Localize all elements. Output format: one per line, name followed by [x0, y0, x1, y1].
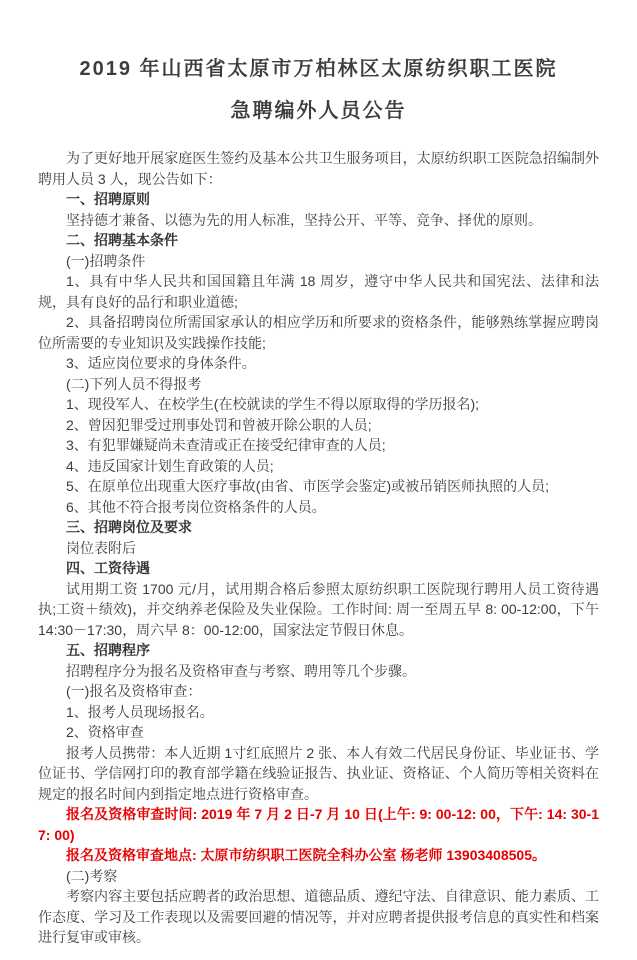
materials-paragraph: 报考人员携带：本人近期 1寸红底照片 2 张、本人有效二代居民身份证、毕业证书、学位证书、学信网打印的教育部学籍在线验证报告、执业证、资格证、个人简历等相关资料在规定的报名时间内到指定地点进行资格审查。: [38, 744, 599, 802]
page-title: [38, 48, 599, 132]
procedure-sub1-heading: (一)报名及资格审查：: [66, 683, 202, 699]
inspection-paragraph: 考察内容主要包括应聘者的政治思想、道德品质、遵纪守法、自律意识、能力素质、工作态度、学习及工作表现以及需要回避的情况等，并对应聘者提供报考信息的真实性和档案进行复审或审核。: [38, 888, 599, 945]
registration-time-highlight: 报名及资格审查时间: 2019 年 7 月 2 日-7 月 10 日(上午: 9: 00-12: 00，下午: 14: 30-17: 00): [38, 806, 599, 843]
exclusion-item-6: 6、其他不符合报考岗位资格条件的人员。: [66, 498, 326, 515]
section-2-heading: 二、招聘基本条件: [66, 232, 178, 248]
intro-paragraph: 为了更好地开展家庭医生签约及基本公共卫生服务项目，太原纺织职工医院急招编制外聘用人员 3 人，现公告如下：: [38, 150, 599, 187]
exclusion-item-5: 5、在原单位出现重大医疗事故(由省、市医学会鉴定)或被吊销医师执照的人员;: [66, 478, 549, 494]
condition-item-2: 2、具备招聘岗位所需国家承认的相应学历和所要求的资格条件，能够熟练掌握应聘岗位所需要的专业知识及实践操作技能;: [38, 314, 599, 351]
page-title-line2: 急聘编外人员公告: [230, 100, 407, 122]
procedure-step-2: 2、资格审查: [66, 724, 144, 740]
section-3-heading: 三、招聘岗位及要求: [66, 519, 192, 535]
procedure-step-1: 1、报考人员现场报名。: [66, 703, 214, 720]
section-1-text: 坚持德才兼备、以德为先的用人标准，坚持公开、平等、竞争、择优的原则。: [66, 211, 542, 228]
announcement-body: [38, 148, 599, 948]
section-4-heading: 四、工资待遇: [66, 560, 150, 576]
exclusion-item-2: 2、曾因犯罪受过刑事处罚和曾被开除公职的人员;: [66, 416, 372, 433]
section-2-sub2-heading: (二)下列人员不得报考: [66, 375, 202, 392]
procedure-sub2-heading: (二)考察: [66, 867, 118, 884]
section-5-heading: 五、招聘程序: [66, 642, 150, 658]
page-title-line1: 2019 年山西省太原市万柏林区太原纺织职工医院: [79, 58, 558, 80]
exclusion-item-1: 1、现役军人、在校学生(在校就读的学生不得以原取得的学历报名);: [66, 396, 479, 412]
salary-paragraph: 试用期工资 1700 元/月，试用期合格后参照太原纺织职工医院现行聘用人员工资待遇执;工资＋绩效)，并交纳养老保险及失业保险。工作时间: 周一至周五早 8: 00-12:00，下午 14:30－17:30，周六早 8：00-12:00，国家法定节假日休息。: [38, 580, 599, 638]
section-3-text: 岗位表附后: [66, 539, 136, 556]
section-2-sub1-heading: (一)招聘条件: [66, 252, 146, 269]
procedure-intro: 招聘程序分为报名及资格审查与考察、聘用等几个步骤。: [66, 662, 416, 679]
registration-location-highlight: 报名及资格审查地点: 太原市纺织职工医院全科办公室 杨老师 13903408505。: [66, 847, 546, 863]
section-1-heading: 一、招聘原则: [66, 191, 150, 207]
exclusion-item-4: 4、违反国家计划生育政策的人员;: [66, 457, 274, 474]
condition-item-3: 3、适应岗位要求的身体条件。: [66, 355, 256, 371]
condition-item-1: 1、具有中华人民共和国国籍且年满 18 周岁，遵守中华人民共和国宪法、法律和法规，具有良好的品行和职业道德;: [38, 273, 599, 310]
exclusion-item-3: 3、有犯罪嫌疑尚未查清或正在接受纪律审查的人员;: [66, 437, 386, 453]
